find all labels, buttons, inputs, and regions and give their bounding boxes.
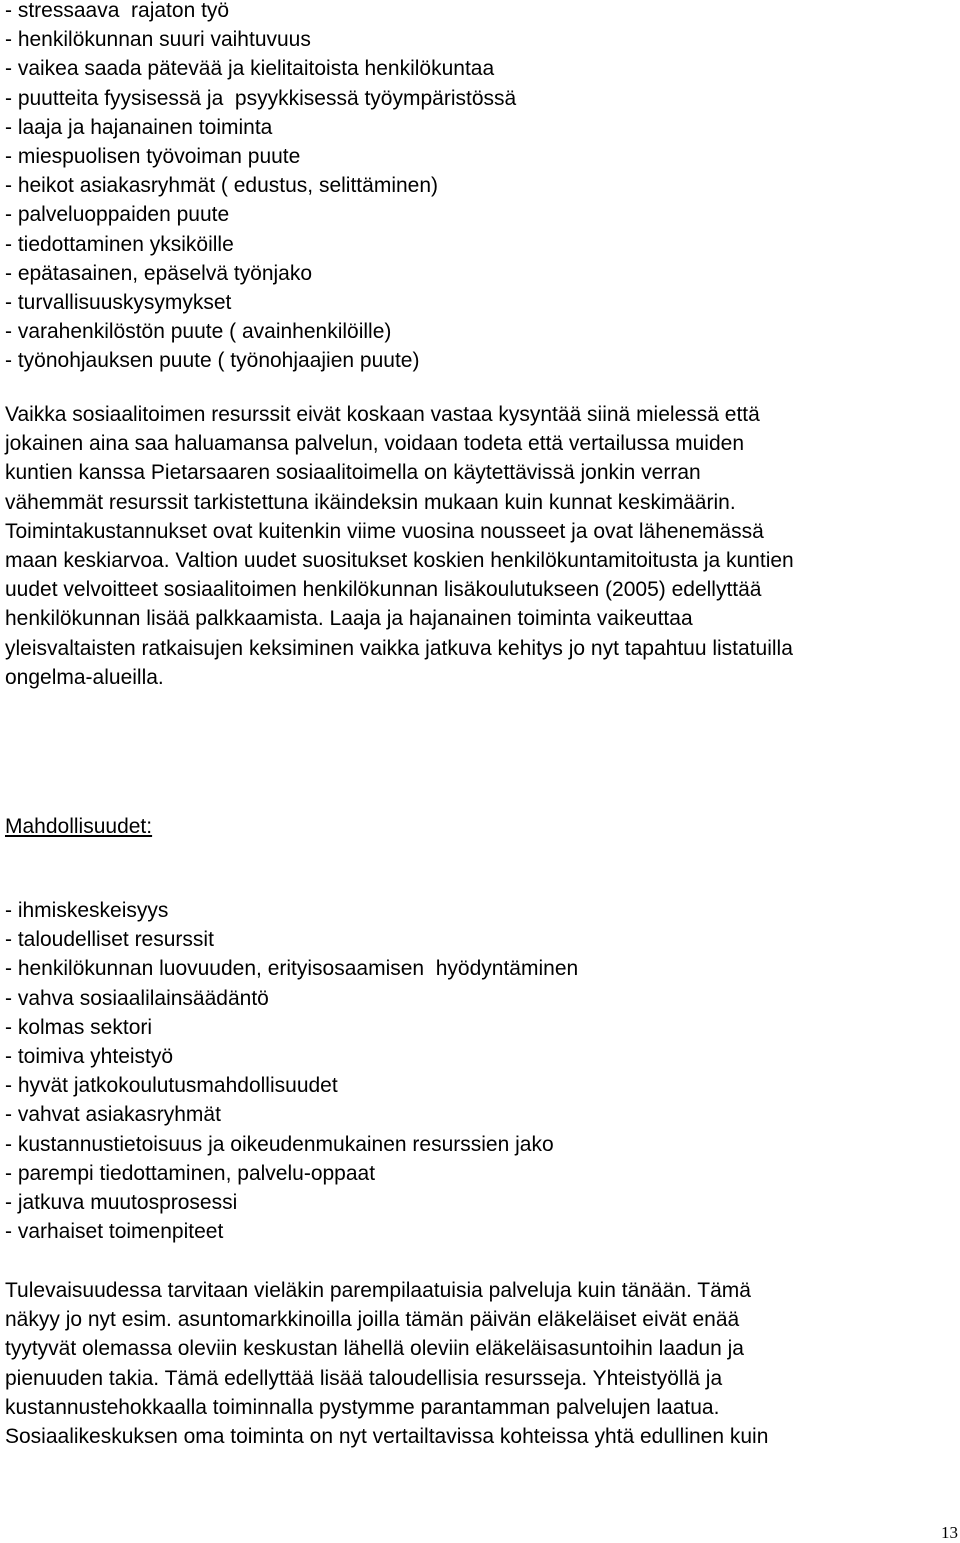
list-item: - epätasainen, epäselvä työnjako bbox=[5, 261, 313, 285]
list-item: - heikot asiakasryhmät ( edustus, selittäminen) bbox=[5, 174, 439, 198]
list-item: - ihmiskeskeisyys bbox=[5, 899, 169, 922]
paragraph-line: vähemmät resurssit tarkistettuna ikäindeksin mukaan kuin kunnat keskimäärin. bbox=[5, 490, 736, 514]
list-item: - kolmas sektori bbox=[5, 1015, 153, 1039]
list-item: - puutteita fyysisessä ja psyykkisessä työympäristössä bbox=[5, 86, 517, 110]
paragraph-line: Toimintakustannukset ovat kuitenkin viime vuosina nousseet ja ovat lähenemässä bbox=[5, 519, 764, 543]
paragraph-line: Sosiaalikeskuksen oma toiminta on nyt vertailtavissa kohteissa yhtä edullinen kuin bbox=[5, 1425, 769, 1449]
list-item: - vahva sosiaalilainsäädäntö bbox=[5, 986, 269, 1010]
list-item: - henkilökunnan luovuuden, erityisosaamisen hyödyntäminen bbox=[5, 957, 579, 981]
list-item: - varhaiset toimenpiteet bbox=[5, 1220, 224, 1244]
list-item: - tiedottaminen yksiköille bbox=[5, 232, 234, 256]
paragraph-line: kustannustehokkaalla toiminnalla pystymme parantamman palvelujen laatua. bbox=[5, 1395, 720, 1419]
list-item: - taloudelliset resurssit bbox=[5, 928, 214, 952]
list-item: - vahvat asiakasryhmät bbox=[5, 1103, 221, 1127]
paragraph-line: maan keskiarvoa. Valtion uudet suositukset koskien henkilökuntamitoitusta ja kuntien bbox=[5, 549, 794, 573]
list-item: - varahenkilöstön puute ( avainhenkilöille) bbox=[5, 320, 392, 344]
paragraph-line: jokainen aina saa haluamansa palvelun, voidaan todeta että vertailussa muiden bbox=[5, 432, 744, 456]
paragraph-line: kuntien kanssa Pietarsaaren sosiaalitoimella on käytettävissä jonkin verran bbox=[5, 461, 701, 485]
paragraph-line: henkilökunnan lisää palkkaamista. Laaja ja hajanainen toiminta vaikeuttaa bbox=[5, 607, 693, 631]
paragraph-line: pienuuden takia. Tämä edellyttää lisää taloudellisia resursseja. Yhteistyöllä ja bbox=[5, 1366, 723, 1390]
list-item: - jatkuva muutosprosessi bbox=[5, 1191, 238, 1215]
list-item: - palveluoppaiden puute bbox=[5, 203, 230, 227]
resources-paragraph bbox=[5, 400, 955, 692]
list-item: - laaja ja hajanainen toiminta bbox=[5, 115, 273, 139]
list-item: - työnohjauksen puute ( työnohjaajien puute) bbox=[5, 349, 420, 373]
page-number: 13 bbox=[941, 1523, 958, 1542]
list-item: - miespuolisen työvoiman puute bbox=[5, 145, 301, 169]
paragraph-line: Tulevaisuudessa tarvitaan vieläkin parempilaatuisia palveluja kuin tänään. Tämä bbox=[5, 1279, 751, 1302]
paragraph-line: näkyy jo nyt esim. asuntomarkkinoilla joilla tämän päivän eläkeläiset eivät enää bbox=[5, 1308, 740, 1332]
paragraph-line: tyytyvät olemassa oleviin keskustan lähellä oleviin eläkeläisasuntoihin laadun ja bbox=[5, 1337, 744, 1361]
list-item: - vaikea saada pätevää ja kielitaitoista henkilökuntaa bbox=[5, 57, 495, 81]
list-item: - hyvät jatkokoulutusmahdollisuudet bbox=[5, 1074, 338, 1098]
list-item: - kustannustietoisuus ja oikeudenmukainen resurssien jako bbox=[5, 1132, 554, 1156]
list-item: - stressaava rajaton työ bbox=[5, 0, 230, 22]
paragraph-line: yleisvaltaisten ratkaisujen keksiminen vaikka jatkuva kehitys jo nyt tapahtuu listatuilla bbox=[5, 636, 793, 660]
list-item: - turvallisuuskysymykset bbox=[5, 291, 232, 315]
future-paragraph bbox=[5, 1276, 955, 1451]
paragraph-line: ongelma-alueilla. bbox=[5, 665, 164, 689]
opportunities-list bbox=[5, 896, 578, 1246]
paragraph-line: Vaikka sosiaalitoimen resurssit eivät koskaan vastaa kysyntää siinä mielessä että bbox=[5, 403, 760, 426]
weaknesses-list bbox=[5, 0, 516, 376]
opportunities-heading: Mahdollisuudet: bbox=[5, 815, 153, 838]
paragraph-line: uudet velvoitteet sosiaalitoimen henkilökunnan lisäkoulutukseen (2005) edellyttää bbox=[5, 578, 762, 602]
list-item: - toimiva yhteistyö bbox=[5, 1045, 174, 1069]
list-item: - parempi tiedottaminen, palvelu-oppaat bbox=[5, 1161, 376, 1185]
list-item: - henkilökunnan suuri vaihtuvuus bbox=[5, 28, 311, 52]
